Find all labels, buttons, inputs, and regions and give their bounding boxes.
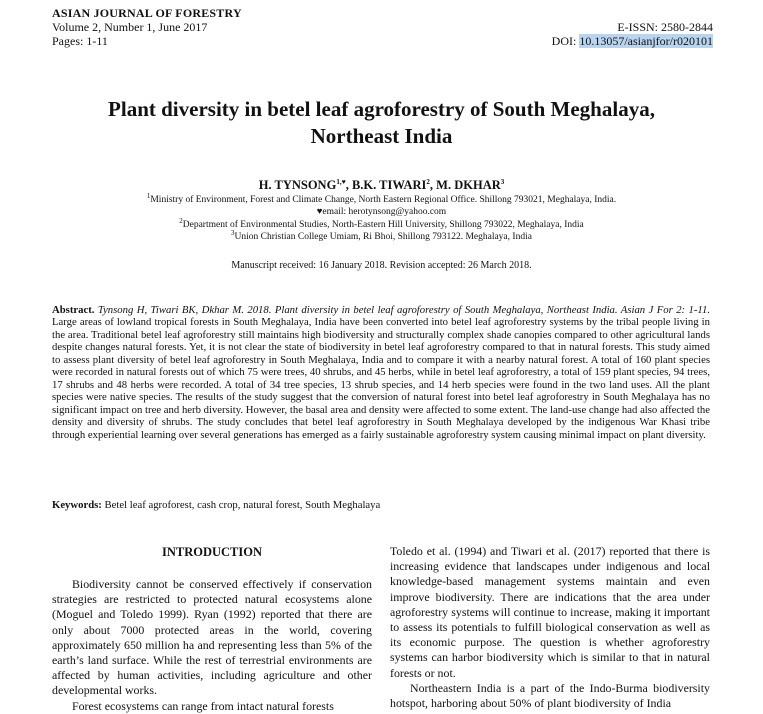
intro-right-paragraph-2: Northeastern India is a part of the Indo-Burma biodiversity hotspot, harboring about 50% of plant biodiversity of India xyxy=(390,680,710,711)
title-line-1: Plant diversity in betel leaf agroforestry of South Meghalaya, xyxy=(108,97,655,121)
aff1-text: Ministry of Environment, Forest and Climate Change, North Eastern Regional Office. Shillong 793021, Meghalaya, India. xyxy=(150,195,617,205)
affiliation-1 xyxy=(40,191,723,206)
manuscript-dates: Manuscript received: 16 January 2018. Revision accepted: 26 March 2018. xyxy=(231,260,532,271)
author-2-sup: 2 xyxy=(426,177,430,186)
intro-left-paragraph-2: Forest ecosystems can range from intact natural forests xyxy=(72,698,334,713)
aff2-text: Department of Environmental Studies, North-Eastern Hill University, Shillong 793022, Meghalaya, India xyxy=(182,220,584,230)
author-3-sup: 3 xyxy=(500,177,505,186)
volume-info: Volume 2, Number 1, June 2017 xyxy=(52,20,208,34)
author-1-sup: 1,♥ xyxy=(336,177,346,186)
affiliation-3 xyxy=(40,228,723,243)
abstract xyxy=(52,304,710,441)
paper-title xyxy=(40,96,723,150)
doi xyxy=(552,34,713,48)
intro-right-paragraph-1: Toledo et al. (1994) and Tiwari et al. (2017) reported that there is increasing evidence that landscapes under indigenous and local knowledge-based management systems maintain and even improve biodiversity. There are indications that the area under agroforestry systems will continue to increase, making it important to assess its potentials to fulfill biological conservation as well as its economic purpose. The question is whether agroforestry systems can harbor biodiversity which is similar to that in natural forests or not. xyxy=(390,544,710,680)
journal-header-left xyxy=(52,6,242,48)
corresponding-email: ♥email: herotynsong@yahoo.com xyxy=(316,207,447,217)
eissn: E-ISSN: 2580-2844 xyxy=(617,20,713,34)
doi-label: DOI: xyxy=(551,34,580,48)
journal-name: ASIAN JOURNAL OF FORESTRY xyxy=(52,6,242,20)
aff2-sup: 2 xyxy=(179,216,183,225)
author-2: , B.K. TIWARI xyxy=(345,178,427,192)
title-line-2: Northeast India xyxy=(310,124,453,148)
author-list xyxy=(40,178,723,193)
aff3-sup: 3 xyxy=(231,228,235,237)
intro-left-paragraph-1: Biodiversity cannot be conserved effectively if conservation strategies are restricted to protected natural ecosystems alone (Moguel and Toledo 1999). Ryan (1992) reported that there are only about 7000 protected areas in the world, covering approximately 650 million ha and representing less than 5% of the earth’s land surface. While the rest of terrestrial environments are affected by human activities, including agriculture and other developmental works. xyxy=(52,577,372,698)
author-3: , M. DKHAR xyxy=(429,178,501,192)
keywords-text: Betel leaf agroforest, cash crop, natural forest, South Meghalaya xyxy=(101,499,381,511)
pages-info: Pages: 1-11 xyxy=(52,34,108,48)
author-1: H. TYNSONG xyxy=(258,178,337,192)
abstract-label: Abstract. xyxy=(52,304,95,316)
keywords xyxy=(52,499,380,511)
affiliation-2 xyxy=(40,216,723,231)
keywords-label: Keywords: xyxy=(52,499,102,511)
left-column xyxy=(52,577,372,714)
introduction-heading: INTRODUCTION xyxy=(161,545,262,559)
aff1-sup: 1 xyxy=(146,191,151,200)
abstract-body: Large areas of lowland tropical forests in South Meghalaya, India have been converted into betel leaf agroforestry systems by the tribal people living in the area. Traditional betel leaf agroforestry still maintains high biodiversity and structurally complex shade canopies compared to other agricultural lands despite changes natural forests. Yet, it is not clear the state of biodiversity in betel leaf agroforestry compared to that in natural forests. This study aimed to assess plant diversity of betel leaf agroforestry in South Meghalaya, India and to compare it with a nearby natural forest. A total of 160 plant species were recorded in natural forests out of which 75 were trees, 40 shrubs, and 45 herbs, while in betel leaf agroforestry, a total of 159 plant species, 94 trees, 17 shrubs and 48 herbs were recorded. A total of 34 tree species, 13 shrub species, and 14 herb species were found in the two land uses. All the plant species were native species. The results of the study suggest that the conversion of natural forest into betel leaf agroforestry in South Meghalaya has no significant impact on tree and herb diversity. However, the basal area and density were affected to some extent. The land-use change had also affected the density and diversity of shrubs. The study concludes that betel leaf agroforestry in South Meghalaya developed by the indigenous War Khasi tribe through experiential learning over several generations has emerged as a fairly sustainable agroforestry system causing minimal impact on plant diversity. xyxy=(52,316,710,441)
journal-header-right xyxy=(552,20,713,48)
abstract-citation: Tynsong H, Tiwari BK, Dkhar M. 2018. Plant diversity in betel leaf agroforestry of South Meghalaya, Northeast India. Asian J For 2: 1-11. xyxy=(94,304,710,316)
aff3-text: Union Christian College Umiam, Ri Bhoi, Shillong 793122. Meghalaya, India xyxy=(234,232,532,242)
doi-link[interactable]: 10.13057/asianjfor/r020101 xyxy=(579,34,713,48)
right-column xyxy=(390,544,710,711)
